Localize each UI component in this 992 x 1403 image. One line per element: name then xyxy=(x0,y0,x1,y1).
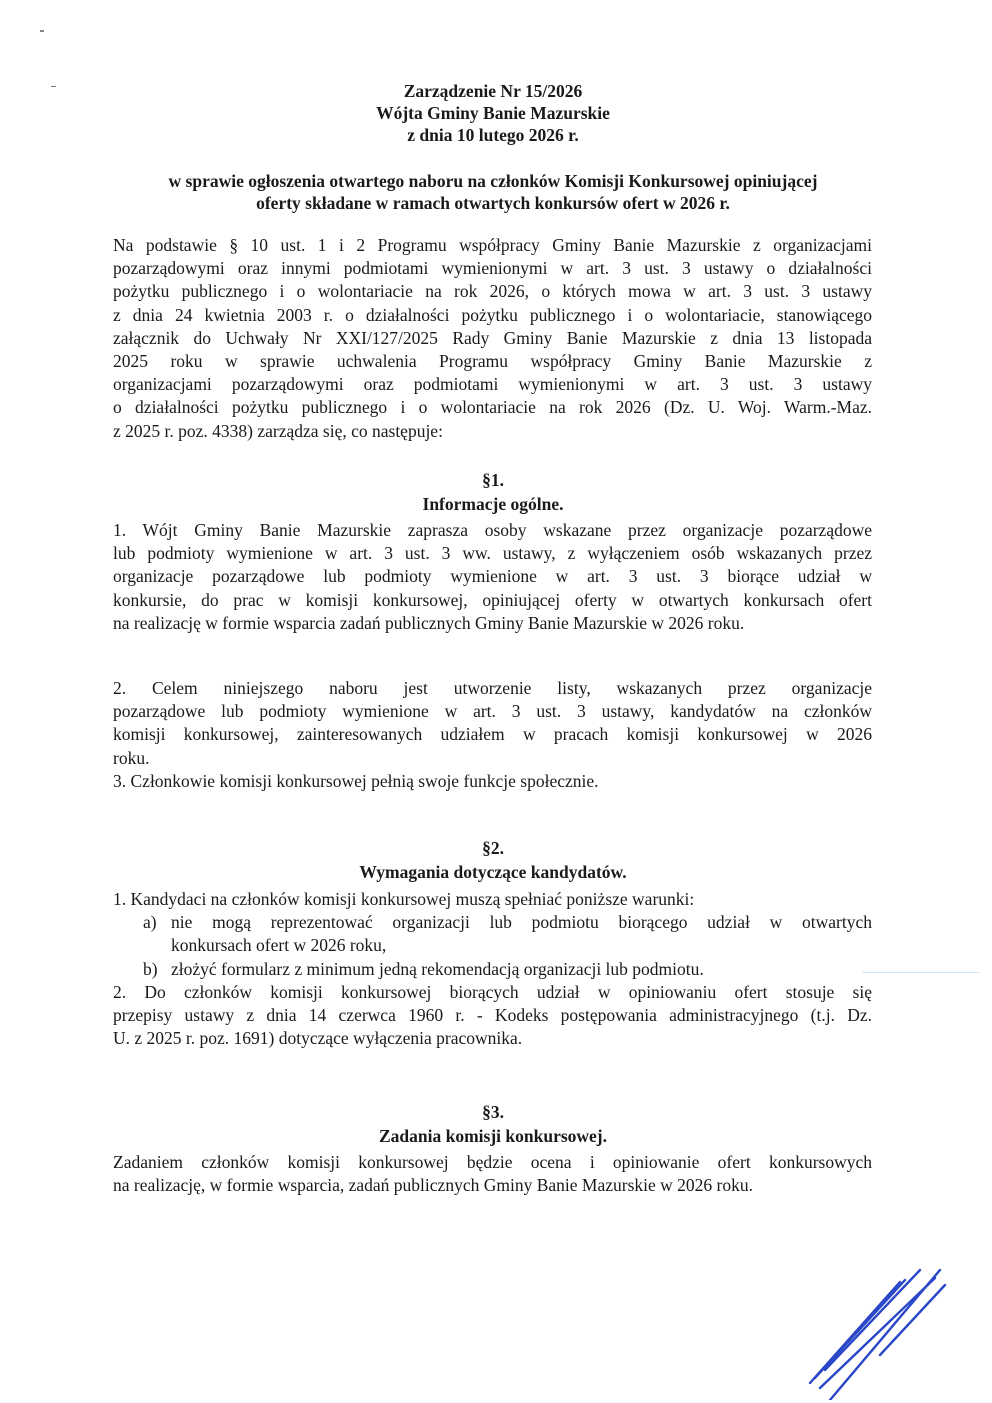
document-subject xyxy=(113,170,873,214)
section-3-heading xyxy=(113,1100,873,1148)
requirements-list xyxy=(143,911,872,981)
scan-speck xyxy=(51,86,56,87)
text-line: konkursach ofert w 2026 roku, xyxy=(171,935,387,956)
text-line: przepisy ustawy z dnia 14 czerwca 1960 r. - Kodeks postępowania administracyjnego (t.j. Dz. xyxy=(113,1005,872,1026)
signature-icon xyxy=(790,1240,970,1400)
list-item xyxy=(143,958,872,981)
text-line: 1. Kandydaci na członków komisji konkursowej muszą spełniać poniższe warunki: xyxy=(113,889,695,909)
subject-line: w sprawie ogłoszenia otwartego naboru na członków Komisji Konkursowej opiniującej xyxy=(168,171,818,191)
text-line: Zadaniem członków komisji konkursowej będzie ocena i opiniowanie ofert konkursowych xyxy=(113,1152,872,1172)
text-line: U. z 2025 r. poz. 1691) dotyczące wyłączenia pracownika. xyxy=(113,1028,523,1049)
text-line: 2025 roku w sprawie uchwalenia Programu współpracy Gminy Banie Mazurskie z xyxy=(113,351,872,372)
text-line: konkursie, do prac w komisji konkursowej, opiniującej oferty w otwartych konkursach ofert xyxy=(113,589,872,610)
text-line: na realizację w formie wsparcia zadań publicznych Gminy Banie Mazurskie w 2026 roku. xyxy=(113,612,745,633)
list-label: a) xyxy=(143,912,157,933)
section-number: §2. xyxy=(482,838,504,858)
signature-stroke xyxy=(825,1270,920,1370)
text-line: załącznik do Uchwały Nr XXI/127/2025 Rady Gminy Banie Mazurskie z dnia 13 listopada xyxy=(113,327,872,348)
title-line: Wójta Gminy Banie Mazurskie xyxy=(376,103,610,123)
list-item xyxy=(143,911,872,957)
text-line: organizacje pozarządowe lub podmioty wymienione w art. 3 ust. 3 biorące udział w xyxy=(113,566,872,587)
text-line: z 2025 r. poz. 4338) zarządza się, co następuje: xyxy=(113,420,443,441)
section-number: §1. xyxy=(482,470,504,490)
preamble xyxy=(113,234,872,443)
text-line: Na podstawie § 10 ust. 1 i 2 Programu współpracy Gminy Banie Mazurskie z organizacjami xyxy=(113,235,872,255)
text-line: roku. xyxy=(113,747,150,768)
title-line: z dnia 10 lutego 2026 r. xyxy=(407,125,579,145)
text-line: 1. Wójt Gminy Banie Mazurskie zaprasza osoby wskazane przez organizacje pozarządowe xyxy=(113,520,872,540)
text-line: o działalności pożytku publicznego i o wolontariacie na rok 2026 (Dz. U. Woj. Warm.-Maz. xyxy=(113,397,872,418)
section-title: Zadania komisji konkursowej. xyxy=(378,1126,608,1146)
section-2-body xyxy=(113,888,872,1050)
section-1-heading xyxy=(113,468,873,516)
text-line: pozarządowymi oraz innymi podmiotami wymienionymi w art. 3 ust. 3 ustawy o działalności xyxy=(113,258,872,279)
section-1-para-2 xyxy=(113,677,872,793)
scan-artifact-line xyxy=(862,972,980,973)
section-2-heading xyxy=(113,836,873,884)
text-line: pozarządowe lub podmioty wymienione w art. 3 ust. 3 ustawy, kandydatów na członków xyxy=(113,701,872,722)
title-line: Zarządzenie Nr 15/2026 xyxy=(403,81,583,101)
text-line: z dnia 24 kwietnia 2003 r. o działalności pożytku publicznego i o wolontariacie, stanowiącego xyxy=(113,304,872,325)
text-line: komisji konkursowej, zainteresowanych udziałem w pracach komisji konkursowej w 2026 xyxy=(113,724,872,745)
text-line: pożytku publicznego i o wolontariacie na rok 2026, o których mowa w art. 3 ust. 3 ustawy xyxy=(113,281,872,302)
text-line: na realizację, w formie wsparcia, zadań publicznych Gminy Banie Mazurskie w 2026 roku. xyxy=(113,1175,753,1196)
text-line: organizacjami pozarządowymi oraz podmiotami wymienionymi w art. 3 ust. 3 ustawy xyxy=(113,374,872,395)
text-line: 3. Członkowie komisji konkursowej pełnią swoje funkcje społecznie. xyxy=(113,770,599,791)
list-label: b) xyxy=(143,958,158,979)
text-line: 2. Celem niniejszego naboru jest utworzenie listy, wskazanych przez organizacje xyxy=(113,678,872,698)
section-number: §3. xyxy=(482,1102,504,1122)
section-3-body xyxy=(113,1151,872,1197)
text-line: nie mogą reprezentować organizacji lub podmiotu biorącego udział w otwartych xyxy=(171,912,872,933)
document-title xyxy=(113,80,873,146)
signature-stroke xyxy=(830,1270,940,1400)
subject-line: oferty składane w ramach otwartych konkursów ofert w 2026 r. xyxy=(256,193,730,213)
text-line: 2. Do członków komisji konkursowej biorących udział w opiniowaniu ofert stosuje się xyxy=(113,981,872,1002)
section-1-para-1 xyxy=(113,519,872,635)
scan-speck xyxy=(40,30,44,32)
text-line: lub podmioty wymienione w art. 3 ust. 3 ww. ustawy, z wyłączeniem osób wskazanych przez xyxy=(113,543,872,564)
section-title: Wymagania dotyczące kandydatów. xyxy=(359,862,627,882)
section-title: Informacje ogólne. xyxy=(422,494,564,514)
text-line: złożyć formularz z minimum jedną rekomendacją organizacji lub podmiotu. xyxy=(171,958,704,979)
